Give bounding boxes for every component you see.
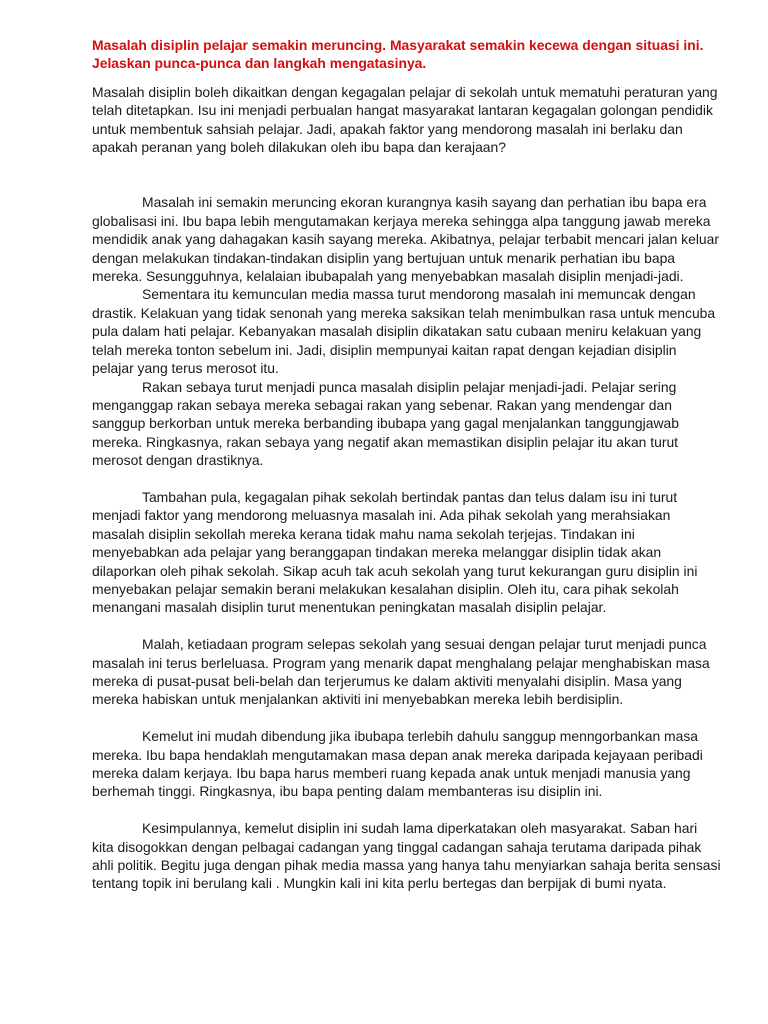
essay-title: Masalah disiplin pelajar semakin meruncing. Masyarakat semakin kecewa dengan situasi ini. Jelaskan punca-punca dan langkah mengatasinya.	[92, 37, 704, 72]
paragraph-4: Tambahan pula, kegagalan pihak sekolah bertindak pantas dan telus dalam isu ini turut menjadi faktor yang mendorong meluasnya masalah ini. Ada pihak sekolah yang merahsiakan masalah disiplin sekollah mereka kerana tidak mahu nama sekolah terjejas. Tindakan ini menyebabkan ada pelajar yang beranggapan tindakan mereka melanggar disiplin tidak akan dilaporkan oleh pihak sekolah. Sikap acuh tak acuh sekolah yang turut kekurangan guru disiplin ini menyebakan pelajar semakin berani melakukan kesalahan disiplin. Oleh itu, cara pihak sekolah menangani masalah disiplin turut menentukan peningkatan masalah disiplin pelajar.	[92, 488, 698, 616]
paragraph-1: Masalah ini semakin meruncing ekoran kurangnya kasih sayang dan perhatian ibu bapa era globalisasi ini. Ibu bapa lebih mengutamakan kerjaya mereka sehingga alpa tanggung jawab mereka mendidik anak yang dahagakan kasih sayang mereka. Akibatnya, pelajar terbabit mencari jalan keluar dengan melakukan tindakan-tindakan disiplin yang bertujuan untuk menarik perhatian ibu bapa mereka. Sesungguhnya, kelalaian ibubapalah yang menyebabkan masalah disiplin menjadi-jadi.	[92, 194, 719, 285]
essay-intro: Masalah disiplin boleh dikaitkan dengan kegagalan pelajar di sekolah untuk mematuhi peraturan yang telah ditetapkan. Isu ini menjadi perbualan hangat masyarakat lantaran kegagalan golongan pendidik untuk membentuk sahsiah pelajar. Jadi, apakah faktor yang mendorong masalah ini berlaku dan apakah peranan yang boleh dilakukan oleh ibu bapa dan kerajaan?	[92, 83, 718, 156]
paragraph-5: Malah, ketiadaan program selepas sekolah yang sesuai dengan pelajar turut menjadi punca masalah ini terus berleluasa. Program yang menarik dapat menghalang pelajar menghabiskan masa mereka di pusat-pusat beli-belah dan terjerumus ke dalam aktiviti menyalahi disiplin. Masa yang mereka habiskan untuk menjalankan aktiviti ini menyebabkan mereka lebih berdisiplin.	[92, 636, 710, 708]
paragraph-6: Kemelut ini mudah dibendung jika ibubapa terlebih dahulu sanggup menngorbankan masa mereka. Ibu bapa hendaklah mengutamakan masa depan anak mereka daripada kejayaan peribadi mereka dalam kerjaya. Ibu bapa harus memberi ruang kepada anak untuk menjadi manusia yang berhemah tinggi. Ringkasnya, ibu bapa penting dalam membanteras isu disiplin ini.	[92, 728, 703, 800]
paragraph-2: Sementara itu kemunculan media massa turut mendorong masalah ini memuncak dengan drastik. Kelakuan yang tidak senonah yang mereka saksikan telah menimbulkan rasa untuk mencuba pula dalam hati pelajar. Kebanyakan masalah disiplin dikatakan satu cubaan meniru kelakuan yang telah mereka tonton sebelum ini. Jadi, disiplin mempunyai kaitan rapat dengan kejadian disiplin pelajar yang terus merosot itu.	[92, 286, 716, 377]
paragraph-7: Kesimpulannya, kemelut disiplin ini sudah lama diperkatakan oleh masyarakat. Saban hari kita disogokkan dengan pelbagai cadangan yang tinggal cadangan sahaja terutama daripada pihak ahli politik. Begitu juga dengan pihak media massa yang hanya tahu menyiarkan sahaja berita sensasi tentang topik ini berulang kali . Mungkin kali ini kita perlu bertegas dan berpijak di bumi nyata.	[92, 820, 721, 892]
paragraph-3: Rakan sebaya turut menjadi punca masalah disiplin pelajar menjadi-jadi. Pelajar sering menganggap rakan sebaya mereka sebagai rakan yang sebenar. Rakan yang mendengar dan sanggup berkorban untuk mereka berbanding ibubapa yang gagal menjalankan tanggungjawab mereka. Ringkasnya, rakan sebaya yang negatif akan memastikan disiplin pelajar itu akan turut merosot dengan drastiknya.	[92, 378, 679, 469]
